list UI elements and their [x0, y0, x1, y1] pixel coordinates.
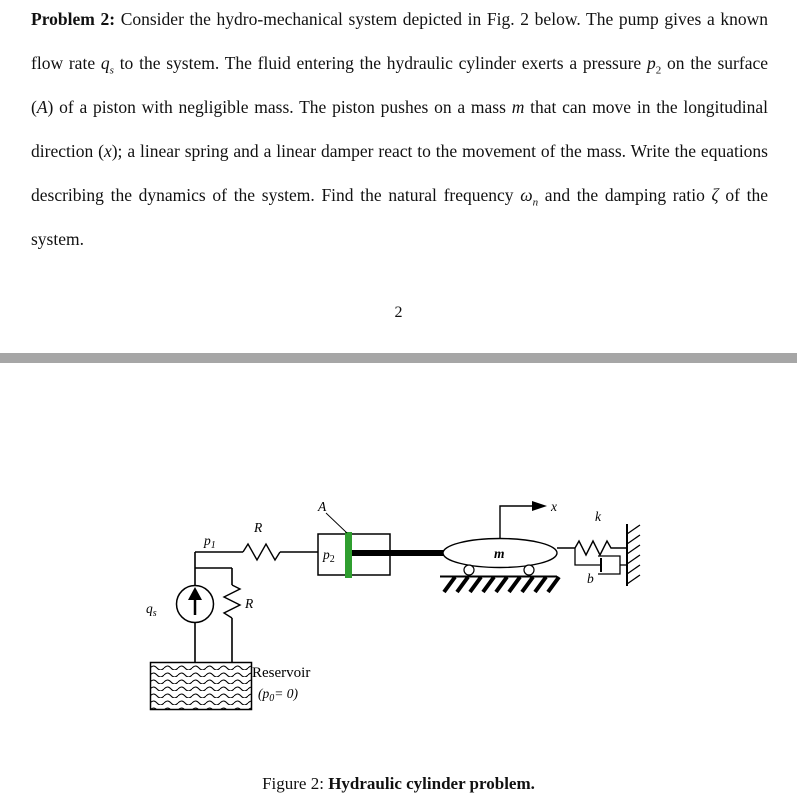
- label-p1: $p_1$: [204, 533, 216, 551]
- label-reservoir: Reservoir: [252, 665, 311, 681]
- var-A: A: [36, 97, 48, 117]
- roller-right: [524, 565, 534, 575]
- piston-surface: [345, 532, 352, 578]
- wall-hatch: [627, 524, 640, 586]
- label-flow-rate: $q_s$: [146, 601, 157, 619]
- var-m: m: [511, 97, 525, 117]
- page-number: 2: [394, 304, 403, 321]
- problem-text: Consider the hydro-mechanical system depicted in Fig. 2 below. The pump gives a known flow rate: [31, 9, 768, 73]
- var-q-sub: s: [109, 64, 114, 77]
- x-direction-arrow: [500, 501, 547, 538]
- spring: [557, 541, 627, 555]
- problem-text: ) of a piston with negligible mass. The piston pushes on a mass: [47, 97, 512, 117]
- pump: [177, 586, 214, 623]
- figure-caption: [0, 774, 797, 794]
- page-divider-bar: [0, 353, 797, 363]
- mass: [443, 539, 557, 568]
- var-omega-sub: n: [532, 196, 539, 209]
- reservoir-tank: [151, 663, 252, 710]
- label-area: A: [318, 499, 327, 514]
- ground-hatch: [440, 577, 559, 593]
- var-zeta: ζ: [711, 185, 719, 205]
- wall-hatch-strokes: [627, 525, 640, 584]
- label-p2: $p_2$: [323, 547, 335, 565]
- var-p: p: [647, 53, 656, 73]
- reservoir: [151, 663, 252, 710]
- figure-caption-prefix: Figure 2:: [262, 774, 329, 793]
- hydraulic-resistor-leak: [224, 585, 240, 618]
- x-arrow-head-icon: [532, 501, 547, 511]
- label-resistor-series: R: [254, 520, 263, 535]
- ground-hatch-strokes: [444, 577, 559, 592]
- roller-left: [464, 565, 474, 575]
- hydraulic-resistor-series: [243, 544, 280, 560]
- label-damper: b: [587, 571, 594, 586]
- label-reservoir-pressure: $(p_0= 0)$: [258, 686, 298, 704]
- figure-caption-title: Hydraulic cylinder problem.: [328, 774, 535, 793]
- page-divider: [0, 353, 797, 363]
- x-arrow-line: [500, 506, 532, 538]
- problem-text: ); a linear spring and a linear damper react to the movement of the mass. Write the equations describing the dynamics of the system. Find the natural frequency: [31, 141, 768, 205]
- label-spring: k: [595, 509, 601, 524]
- area-pointer-line: [326, 513, 347, 533]
- problem-text: of the system.: [31, 185, 768, 249]
- var-q: q: [100, 53, 110, 73]
- var-p-sub: 2: [655, 64, 662, 77]
- var-x: x: [103, 141, 112, 161]
- figure-diagram: [130, 490, 670, 725]
- problem-text: that can move in the longitudinal direction (: [31, 97, 768, 161]
- problem-number-label: Problem 2:: [31, 9, 116, 29]
- problem-text: on the surface (: [31, 53, 768, 117]
- label-x: x: [551, 499, 557, 514]
- label-resistor-leak: R: [245, 596, 254, 611]
- problem-text: to the system. The fluid entering the hydraulic cylinder exerts a pressure: [113, 53, 647, 73]
- label-mass: m: [494, 546, 505, 561]
- problem-text: and the damping ratio: [538, 185, 712, 205]
- var-omega: ω: [520, 185, 533, 205]
- problem-statement: [31, 0, 768, 261]
